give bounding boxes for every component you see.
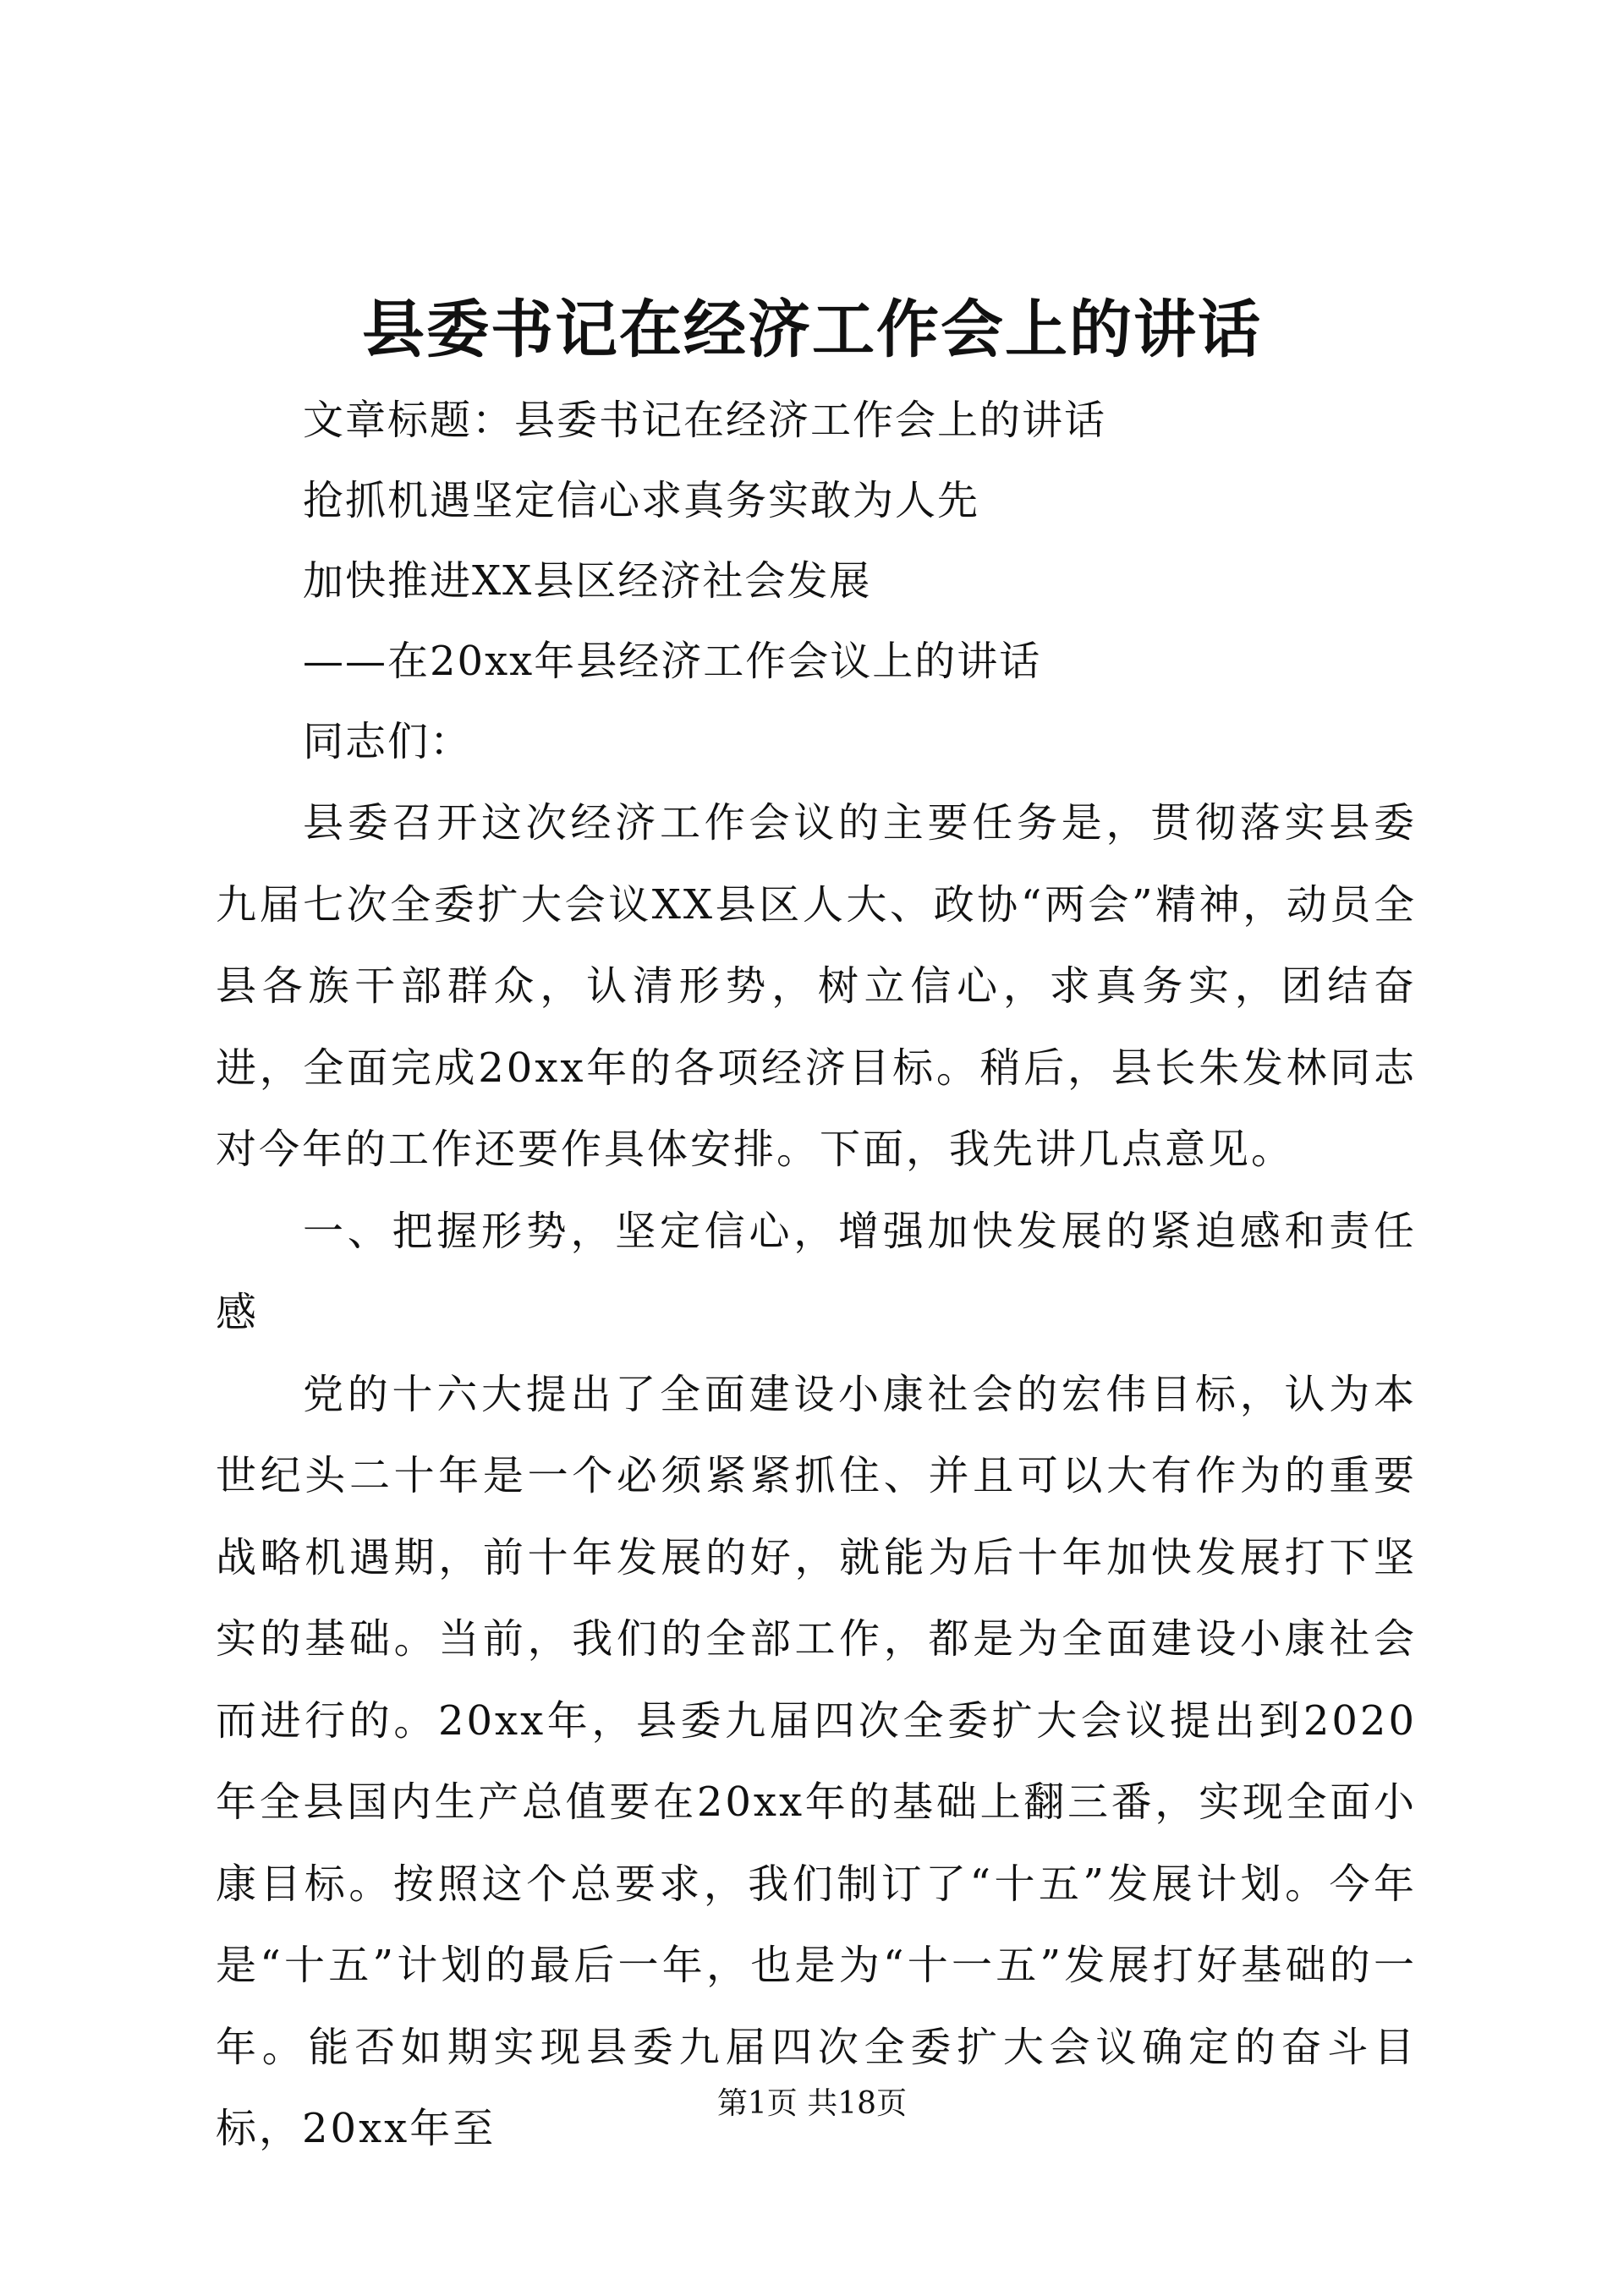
speech-subtitle: ——在20xx年县经济工作会议上的讲话	[303, 638, 1042, 685]
page-footer: 第1页 共18页	[716, 2086, 908, 2121]
salutation: 同志们：	[303, 718, 473, 765]
headline-line-2: 加快推进XX县区经济社会发展	[303, 557, 872, 605]
document-title: 县委书记在经济工作会上的讲话	[362, 293, 1262, 366]
body-paragraph: 党的十六大提出了全面建设小康社会的宏伟目标，认为本世纪头二十年是一个必须紧紧抓住、并且可以大有作为的重要战略机遇期，前十年发展的好，就能为后十年加快发展打下坚实的基础。当前，我们的全部工作，都是为全面建设小康社会而进行的。20xx年，县委九届四次全委扩大会议提出到2020年全县国内生产总值要在20xx年的基础上翻三番，实现全面小康目标。按照这个总要求，我们制订了“十五”发展计划。今年是“十五”计划的最后一年，也是为“十一五”发展打好基础的一年。能否如期实现县委九届四次全委扩大会议确定的奋斗目标，20xx年至	[216, 1370, 1417, 2152]
article-title-line: 文章标题：县委书记在经济工作会上的讲话	[303, 397, 1107, 444]
headline-line-1: 抢抓机遇坚定信心求真务实敢为人先	[303, 477, 980, 524]
document-body	[216, 381, 1417, 2170]
section-heading: 一、把握形势，坚定信心，增强加快发展的紧迫感和责任感	[216, 1207, 1417, 1336]
intro-paragraph: 县委召开这次经济工作会议的主要任务是，贯彻落实县委九届七次全委扩大会议XX县区人大、政协“两会”精神，动员全县各族干部群众，认清形势，树立信心，求真务实，团结奋进，全面完成20xx年的各项经济目标。稍后，县长朱发林同志对今年的工作还要作具体安排。下面，我先讲几点意见。	[216, 799, 1417, 1173]
